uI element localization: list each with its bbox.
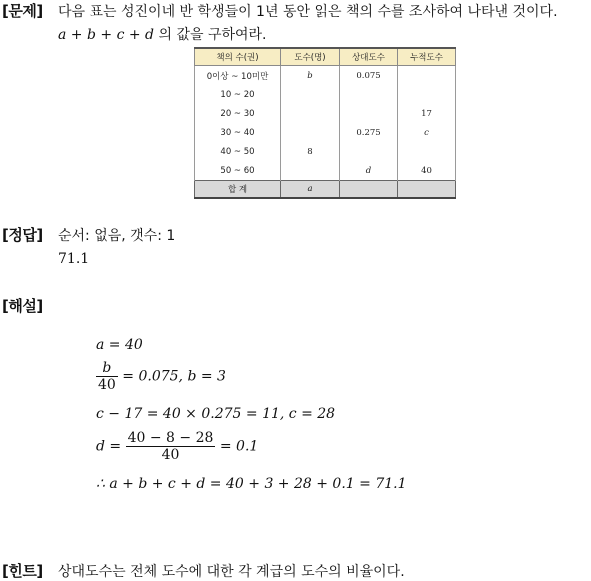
- problem-text-line2: [58, 24, 266, 44]
- problem-text-tail: 의 값을 구하여라.: [154, 27, 267, 43]
- table-row: [195, 85, 456, 104]
- header-frequency: 도수(명): [281, 48, 340, 66]
- cumulative-frequency-cell: [398, 85, 456, 104]
- cumulative-frequency-cell: 40: [398, 161, 456, 181]
- frequency-cell: [281, 104, 340, 123]
- solution-line-1: a = 40: [96, 337, 143, 353]
- cumulative-frequency-cell: 17: [398, 104, 456, 123]
- table-header-row: [195, 48, 456, 66]
- total-cumulative-frequency: [398, 181, 456, 199]
- answer-value: 71.1: [58, 251, 90, 267]
- cumulative-frequency-cell: [398, 142, 456, 161]
- range-cell: 20 ~ 30: [195, 104, 281, 123]
- hint-text: 상대도수는 전체 도수에 대한 각 계급의 도수의 비율이다.: [58, 564, 405, 580]
- fraction: [96, 360, 118, 393]
- fraction-denominator: 40: [161, 447, 180, 463]
- cumulative-frequency-cell: c: [398, 123, 456, 142]
- fraction-numerator: 40 − 8 − 28: [127, 430, 214, 446]
- total-label: 합 계: [195, 181, 281, 199]
- solution-line-4: [96, 430, 258, 463]
- total-frequency: a: [281, 181, 340, 199]
- fraction: [126, 430, 216, 463]
- problem-text-line1: 다음 표는 성진이네 반 학생들이 1년 동안 읽은 책의 수를 조사하여 나타낸 것이다.: [58, 4, 558, 20]
- range-cell: 0이상 ~ 10미만: [195, 66, 281, 86]
- range-cell: 30 ~ 40: [195, 123, 281, 142]
- frequency-cell: b: [281, 66, 340, 86]
- header-books: 책의 수(권): [195, 48, 281, 66]
- answer-tag: [정답]: [2, 226, 43, 244]
- explanation-tag: [해설]: [2, 297, 43, 315]
- relative-frequency-cell: [340, 104, 398, 123]
- solution-line-5: ∴ a + b + c + d = 40 + 3 + 28 + 0.1 = 71.1: [96, 476, 407, 492]
- fraction-numerator: b: [96, 360, 118, 377]
- total-relative-frequency: [340, 181, 398, 199]
- table-row: [195, 104, 456, 123]
- table-total-row: [195, 181, 456, 199]
- header-cumulative-frequency: 누적도수: [398, 48, 456, 66]
- relative-frequency-cell: d: [340, 161, 398, 181]
- frequency-cell: 8: [281, 142, 340, 161]
- problem-tag: [문제]: [2, 2, 43, 20]
- hint-tag: [힌트]: [2, 562, 43, 580]
- frequency-table: [194, 47, 456, 199]
- cumulative-frequency-cell: [398, 66, 456, 86]
- solution-line-3: c − 17 = 40 × 0.275 = 11, c = 28: [96, 406, 336, 422]
- range-cell: 40 ~ 50: [195, 142, 281, 161]
- fraction-denominator: 40: [98, 377, 116, 393]
- solution-line-4-lhs: d =: [96, 438, 126, 455]
- frequency-cell: [281, 85, 340, 104]
- table-row: [195, 66, 456, 86]
- relative-frequency-cell: 0.275: [340, 123, 398, 142]
- range-cell: 50 ~ 60: [195, 161, 281, 181]
- relative-frequency-cell: [340, 85, 398, 104]
- solution-line-4-rest: = 0.1: [215, 438, 259, 455]
- frequency-cell: [281, 123, 340, 142]
- table-row: [195, 161, 456, 181]
- table-row: [195, 123, 456, 142]
- solution-line-2-rest: = 0.075, b = 3: [117, 368, 226, 385]
- header-relative-frequency: 상대도수: [340, 48, 398, 66]
- relative-frequency-cell: 0.075: [340, 66, 398, 86]
- range-cell: 10 ~ 20: [195, 85, 281, 104]
- problem-expression: a + b + c + d: [58, 27, 155, 43]
- answer-meta: 순서: 없음, 갯수: 1: [58, 228, 176, 244]
- frequency-cell: [281, 161, 340, 181]
- table-row: [195, 142, 456, 161]
- solution-line-2: [96, 360, 226, 393]
- relative-frequency-cell: [340, 142, 398, 161]
